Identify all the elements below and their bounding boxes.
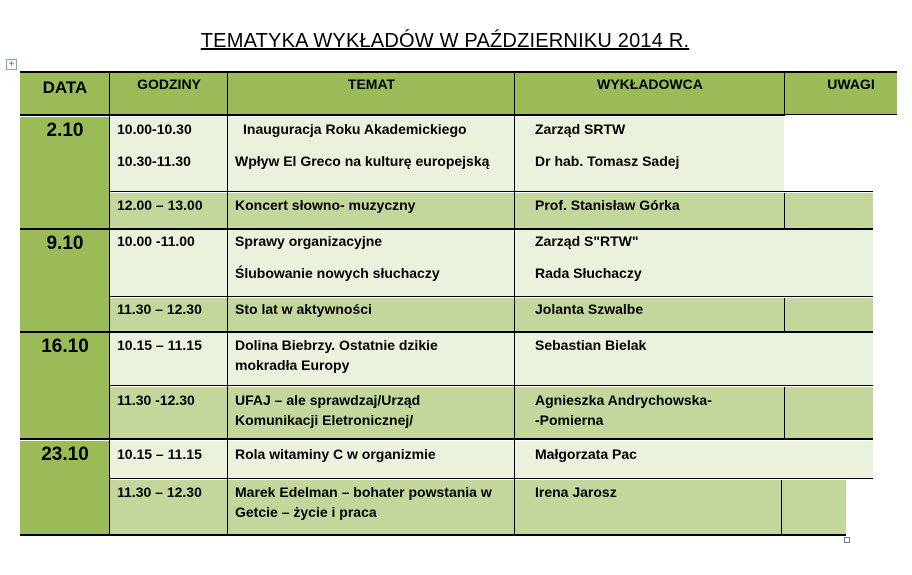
table-border — [109, 72, 110, 535]
table-border — [20, 71, 897, 73]
slot-lecturer — [535, 151, 679, 171]
slot-topic: Ślubowanie nowych słuchaczy — [235, 265, 440, 281]
date-label: 16.10 — [41, 336, 89, 357]
slot-topic: Koncert słowno- muzyczny — [235, 197, 416, 213]
slot-hours: 12.00 – 13.00 — [117, 197, 203, 213]
table-border — [784, 298, 785, 331]
slot-lecturer: Zarząd S"RTW" — [535, 233, 639, 249]
date-cell — [20, 333, 110, 438]
header-hours-cell — [110, 72, 228, 114]
slot-topic: Sprawy organizacyjne — [235, 233, 383, 249]
header-hours: GODZINY — [137, 76, 201, 92]
slot-topic: Marek Edelman – bohater powstania w — [235, 484, 492, 500]
slot-lecturer: Jolanta Szwalbe — [535, 301, 644, 317]
slot-hours: 11.30 – 12.30 — [117, 301, 202, 317]
slot-lecturer: Irena Jarosz — [535, 484, 617, 500]
date-cell — [20, 117, 110, 228]
slot-topic: mokradła Europy — [235, 357, 350, 373]
slot-topic: Sto lat w aktywności — [235, 301, 372, 317]
table-resize-icon[interactable] — [844, 537, 850, 543]
date-label: 23.10 — [41, 444, 89, 465]
slot-lecturer: -Pomierna — [535, 412, 604, 428]
slot-hours: 11.30 -12.30 — [117, 392, 195, 408]
slot-row — [110, 441, 873, 478]
table-border — [110, 296, 873, 297]
table-border — [110, 385, 873, 386]
slot-topic: Wpływ El Greco na kulturę europejską — [235, 153, 490, 169]
slot-lecturer: Prof. Stanisław Górka — [535, 197, 680, 213]
slot-topic: Getcie – życie i praca — [235, 504, 377, 520]
slot-row — [110, 387, 873, 438]
slot-hours: 10.00-10.30 — [117, 121, 192, 137]
slot-topic: Inauguracja Roku Akademickiego — [243, 121, 467, 137]
slot-row — [110, 298, 873, 331]
slot-lecturer-text: Dr hab. Tomasz Sadej — [535, 153, 680, 169]
date-label: 2.10 — [46, 120, 84, 141]
slot-lecturer: Zarząd SRTW — [535, 121, 626, 137]
table-border — [110, 191, 873, 192]
table-border — [784, 72, 785, 114]
table-border — [20, 534, 846, 536]
table-border — [784, 387, 785, 438]
slot-hours: 10.15 – 11.15 — [117, 337, 202, 353]
document-title: TEMATYKA WYKŁADÓW W PAŹDZIERNIKU 2014 R. — [200, 30, 690, 52]
table-border — [227, 72, 228, 535]
table-border — [20, 331, 873, 333]
table-border — [784, 193, 785, 229]
header-notes: UWAGI — [827, 76, 875, 92]
header-date: DATA — [42, 78, 88, 97]
slot-lecturer: Rada Słuchaczy — [535, 265, 642, 281]
header-topic: TEMAT — [347, 76, 396, 92]
header-topic-cell — [228, 72, 515, 114]
slot-hours: 10.15 – 11.15 — [117, 446, 202, 462]
table-border — [20, 438, 873, 440]
table-border — [781, 480, 782, 535]
slot-lecturer: Małgorzata Pac — [535, 446, 637, 462]
table-border — [20, 228, 873, 230]
date-cell — [20, 441, 110, 534]
slot-topic: Komunikacji Eletronicznej/ — [235, 412, 414, 428]
slot-hours: 10.30-11.30 — [117, 153, 191, 169]
slot-lecturer: Agnieszka Andrychowska- — [535, 392, 712, 408]
slot-lecturer: Sebastian Bielak — [535, 337, 647, 353]
header-lecturer: WYKŁADOWCA — [597, 76, 703, 92]
table-border — [785, 114, 897, 115]
header-notes-cell — [785, 72, 897, 114]
header-date-cell — [20, 72, 110, 114]
slot-row — [110, 230, 873, 296]
table-border — [514, 72, 515, 535]
table-border — [20, 114, 785, 116]
slot-hours: 11.30 – 12.30 — [117, 484, 202, 500]
slot-topic: Dolina Biebrzy. Ostatnie dzikie — [235, 337, 438, 353]
header-lecturer-cell — [515, 72, 785, 114]
date-cell — [20, 230, 110, 331]
table-border — [110, 478, 873, 479]
slot-topic: UFAJ – ale sprawdzaj/Urząd — [235, 392, 421, 408]
slot-row — [110, 333, 873, 385]
table-move-icon[interactable]: + — [6, 59, 17, 70]
slot-row — [110, 193, 873, 228]
date-label: 9.10 — [46, 233, 84, 254]
slot-topic: Rola witaminy C w organizmie — [235, 446, 436, 462]
slot-hours: 10.00 -11.00 — [117, 233, 195, 249]
